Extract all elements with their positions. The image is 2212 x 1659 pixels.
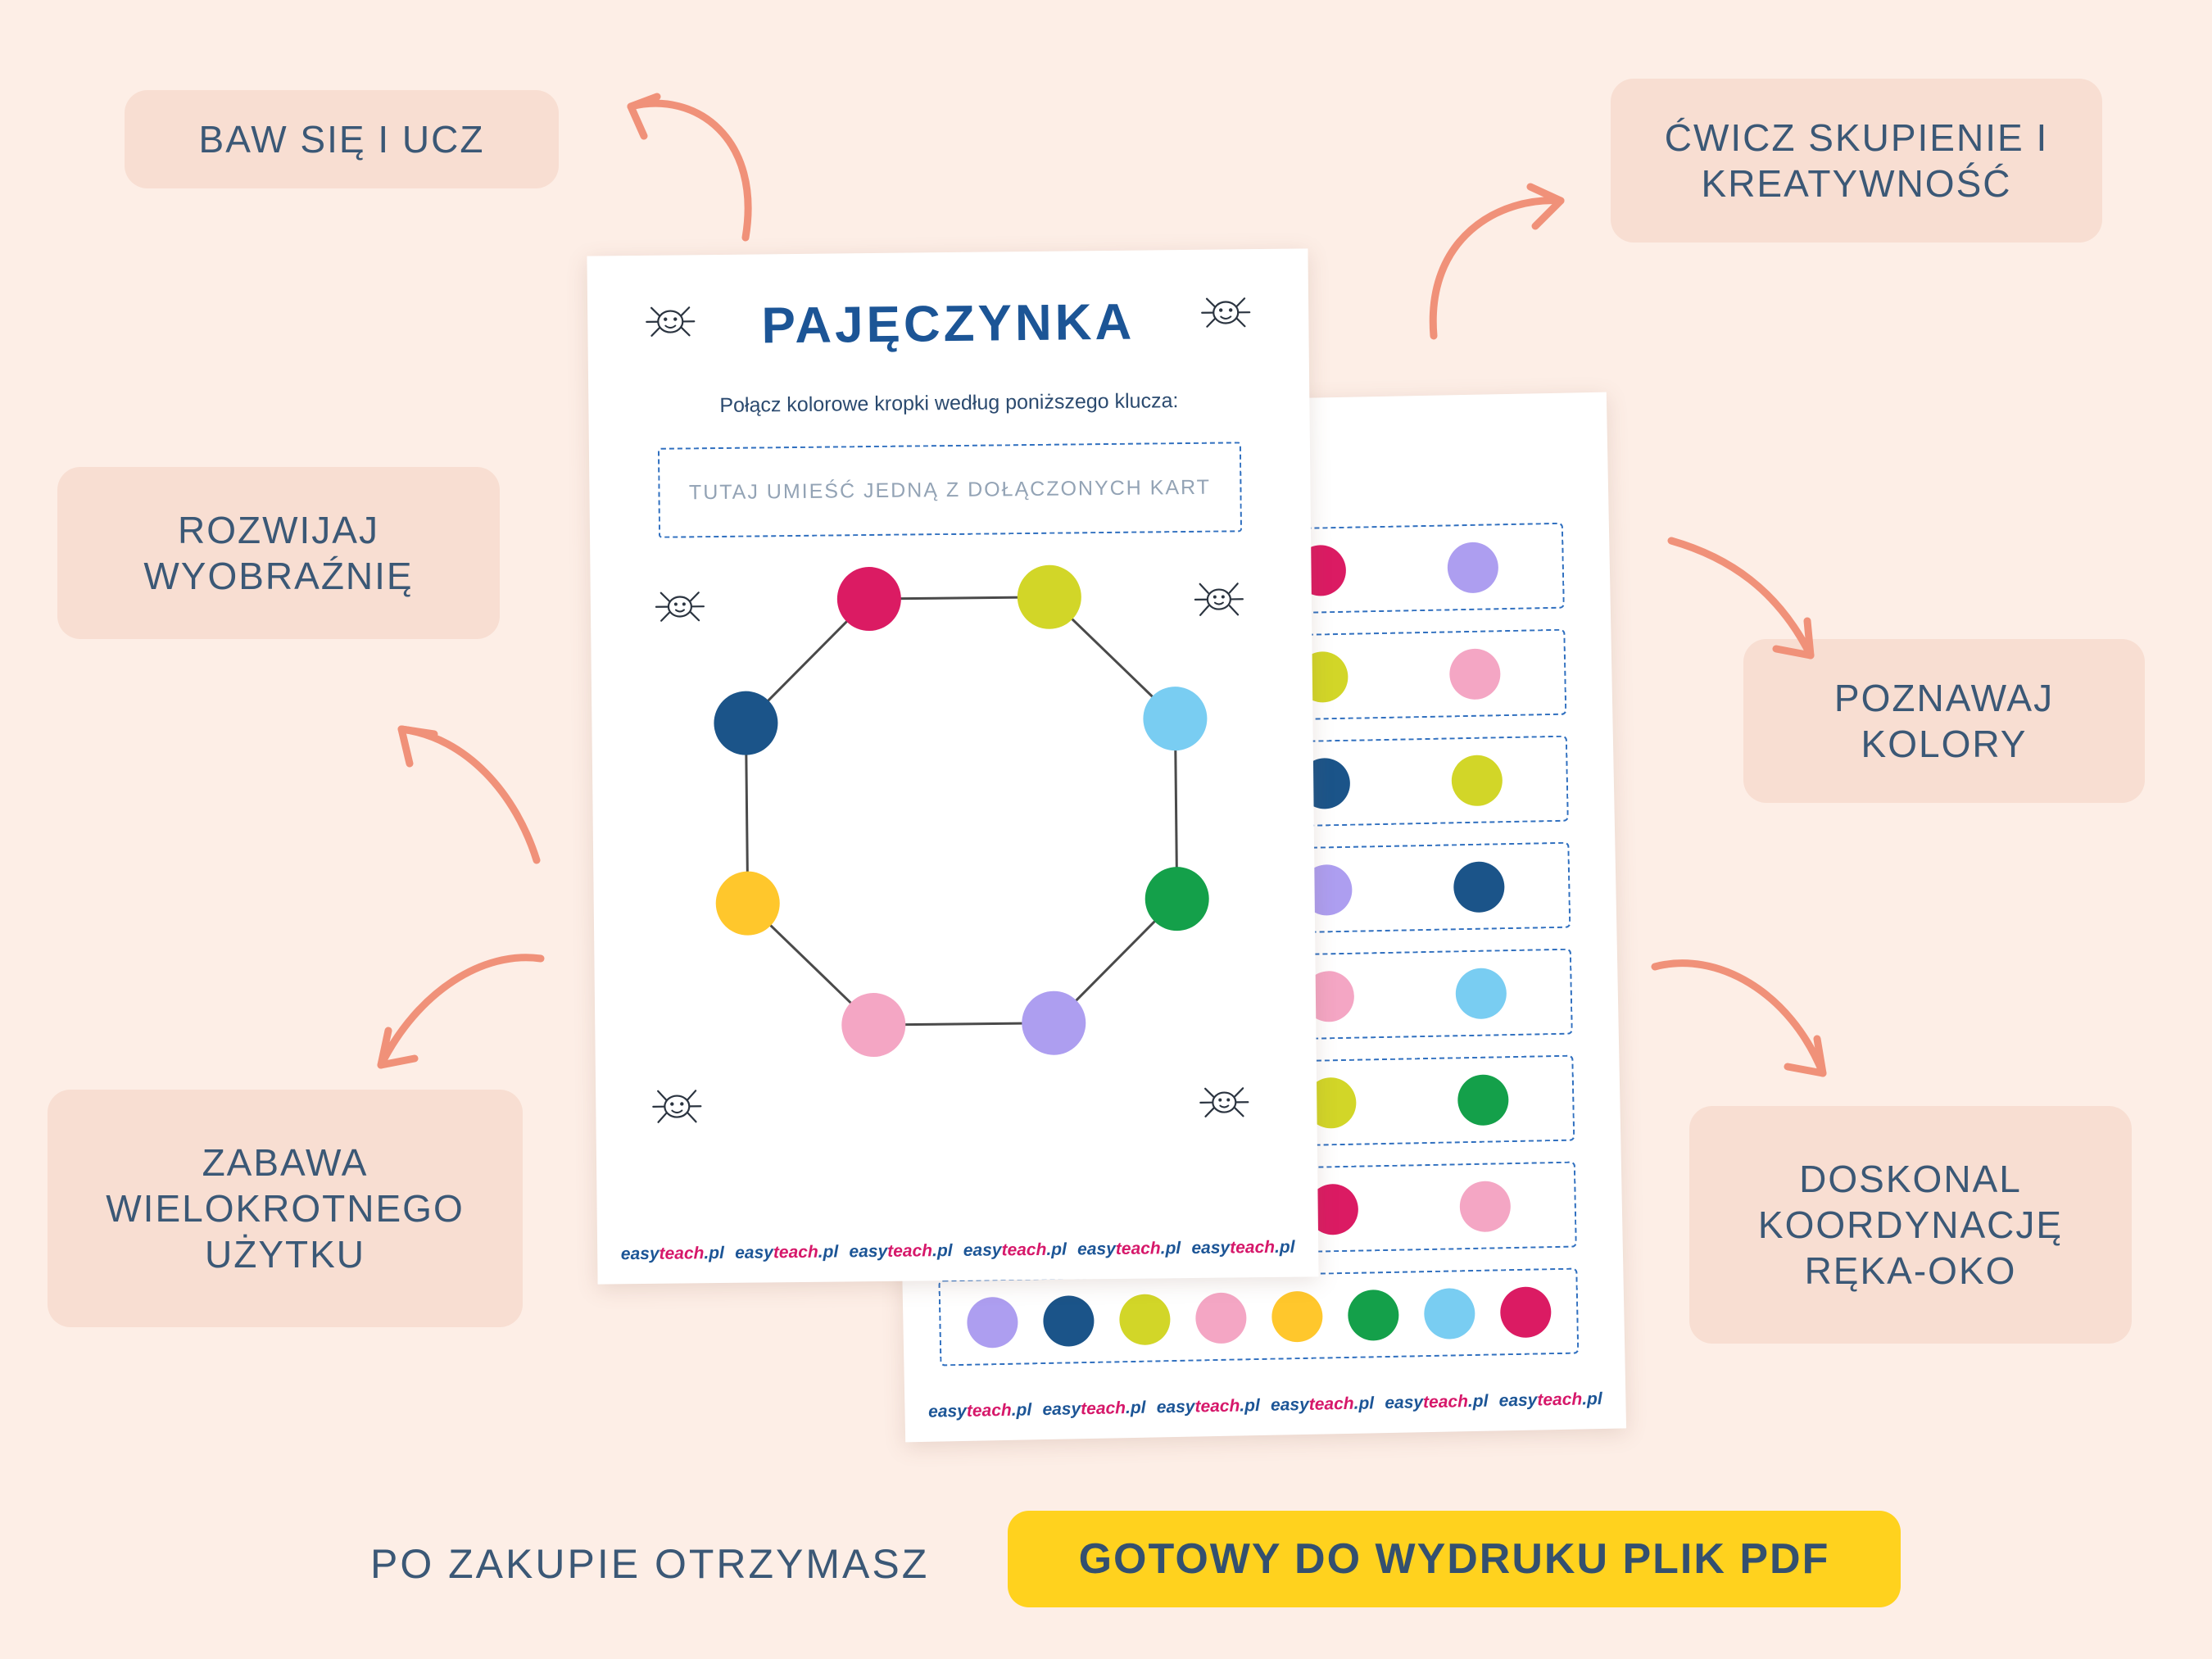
octagon-dot-top-left[interactable]: [836, 567, 901, 632]
card-dot: [1451, 755, 1503, 806]
brand-logo: easyteach.pl: [1077, 1239, 1181, 1259]
worksheet-subtitle: Połącz kolorowe kropki według poniższego klucza:: [719, 389, 1179, 417]
card-dot: [1457, 1074, 1509, 1126]
brand-logo: easyteach.pl: [1270, 1394, 1375, 1415]
brand-logo: easyteach.pl: [1042, 1398, 1146, 1420]
worksheet-footer: [597, 1237, 1318, 1264]
octagon-dot-top-right[interactable]: [1017, 564, 1081, 629]
bottom-cta-text: GOTOWY DO WYDRUKU PLIK PDF: [1078, 1535, 1830, 1583]
brand-logo: easyteach.pl: [963, 1240, 1067, 1260]
arrow-icon-top-left: [606, 74, 811, 262]
card-dot: [1447, 542, 1498, 593]
octagon-dot-right-lower[interactable]: [1145, 867, 1209, 931]
spider-icon-top-left: [640, 297, 701, 346]
card-dot: [1271, 1290, 1322, 1342]
promo-label-text: ROZWIJAJ WYOBRAŹNIĘ: [143, 508, 414, 597]
worksheet-title: PAJĘCZYNKA: [761, 293, 1135, 355]
arrow-icon-right-lower: [1639, 942, 1852, 1122]
octagon-lines: [590, 551, 1317, 1206]
promo-label-cwicz-skupienie: [1611, 79, 2102, 243]
promo-label-rozwijaj-wyobraznie: [57, 467, 500, 639]
card-placement-slot-text: TUTAJ UMIEŚĆ JEDNĄ Z DOŁĄCZONYCH KART: [688, 475, 1212, 504]
arrow-icon-top-right: [1385, 156, 1598, 344]
card-row: [938, 1268, 1579, 1367]
card-dot: [1194, 1292, 1246, 1344]
octagon-dot-right-upper[interactable]: [1143, 687, 1208, 751]
promo-label-doskonal-koordynacje: [1689, 1106, 2132, 1344]
octagon-dot-bottom-right[interactable]: [1022, 990, 1086, 1055]
worksheet-main-sheet: [587, 248, 1318, 1284]
card-dot: [1499, 1286, 1551, 1338]
arrow-icon-left-middle: [377, 705, 565, 877]
spider-icon-top-right: [1195, 288, 1257, 337]
promo-label-text: ĆWICZ SKUPIENIE I KREATYWNOŚĆ: [1664, 116, 2049, 205]
promo-label-text: ZABAWA WIELOKROTNEGO UŻYTKU: [106, 1140, 465, 1276]
card-placement-slot: [658, 442, 1242, 537]
brand-logo: easyteach.pl: [620, 1243, 725, 1264]
brand-logo: easyteach.pl: [1156, 1396, 1261, 1417]
promo-label-poznawaj-kolory: [1743, 639, 2145, 803]
octagon-puzzle: [590, 551, 1317, 1206]
promo-label-baw-sie-i-ucz: [125, 90, 559, 188]
promo-label-text: POZNAWAJ KOLORY: [1834, 676, 2055, 765]
card-dot: [1423, 1287, 1475, 1339]
promo-label-zabawa-wielokrotnego-uzytku: [48, 1090, 523, 1327]
card-dot: [1459, 1181, 1511, 1232]
brand-logo: easyteach.pl: [1385, 1391, 1489, 1413]
brand-logo: easyteach.pl: [735, 1242, 839, 1262]
brand-logo: easyteach.pl: [927, 1400, 1032, 1421]
bottom-cta-badge: [1008, 1511, 1901, 1607]
octagon-dot-left-lower[interactable]: [715, 871, 780, 936]
arrow-icon-left-lower: [352, 942, 565, 1114]
card-dot: [1118, 1294, 1170, 1345]
octagon-dot-left-upper[interactable]: [714, 691, 778, 755]
brand-logo: easyteach.pl: [849, 1241, 953, 1262]
bottom-caption: PO ZAKUPIE OTRZYMASZ: [370, 1541, 930, 1587]
promo-label-text: DOSKONAL KOORDYNACJĘ RĘKA-OKO: [1757, 1157, 2064, 1293]
card-dot: [1042, 1294, 1094, 1346]
card-dot: [1449, 648, 1501, 700]
card-dot: [1455, 968, 1507, 1019]
cards-sheet-footer: [904, 1389, 1625, 1422]
octagon-dot-bottom-left[interactable]: [841, 993, 906, 1058]
brand-logo: easyteach.pl: [1191, 1237, 1295, 1258]
card-dot: [966, 1296, 1018, 1348]
promo-label-text: BAW SIĘ I UCZ: [198, 117, 485, 161]
brand-logo: easyteach.pl: [1498, 1389, 1602, 1411]
card-dot: [1347, 1289, 1398, 1340]
card-dot: [1453, 861, 1505, 913]
